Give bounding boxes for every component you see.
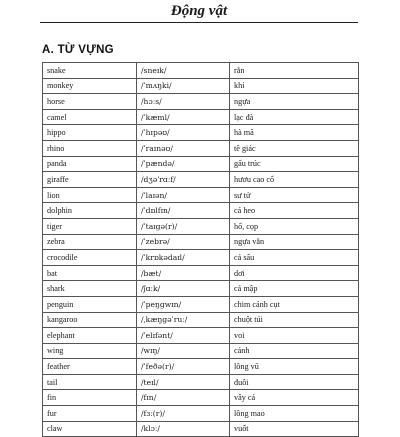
- table-row: [43, 172, 359, 188]
- vocab-meaning: khỉ: [230, 78, 359, 94]
- vocab-word: zebra: [43, 234, 137, 250]
- table-row: [43, 250, 359, 266]
- vocab-pronunciation: /bæt/: [137, 265, 230, 281]
- vocab-word: lion: [43, 187, 137, 203]
- vocab-pronunciation: /dʒəˈrɑːf/: [137, 172, 230, 188]
- vocab-pronunciation: /teɪl/: [137, 374, 230, 390]
- vocabulary-table-body: [43, 63, 359, 437]
- vocab-meaning: gấu trúc: [230, 156, 359, 172]
- table-row: [43, 156, 359, 172]
- vocab-pronunciation: /ˈdɒlfɪn/: [137, 203, 230, 219]
- vocab-meaning: rắn: [230, 63, 359, 79]
- table-row: [43, 421, 359, 437]
- table-row: [43, 218, 359, 234]
- vocab-word: fin: [43, 390, 137, 406]
- vocab-meaning: cá heo: [230, 203, 359, 219]
- vocab-meaning: dơi: [230, 265, 359, 281]
- table-row: [43, 281, 359, 297]
- vocab-word: hippo: [43, 125, 137, 141]
- table-row: [43, 328, 359, 344]
- table-row: [43, 203, 359, 219]
- vocab-pronunciation: /wɪŋ/: [137, 343, 230, 359]
- table-row: [43, 374, 359, 390]
- vocab-pronunciation: /ˈkæml/: [137, 109, 230, 125]
- vocab-word: kangaroo: [43, 312, 137, 328]
- vocab-word: elephant: [43, 328, 137, 344]
- vocab-meaning: sư tử: [230, 187, 359, 203]
- vocab-word: bat: [43, 265, 137, 281]
- page-title: Động vật: [170, 3, 228, 19]
- table-row: [43, 94, 359, 110]
- vocab-pronunciation: /ˈlaɪən/: [137, 187, 230, 203]
- table-row: [43, 63, 359, 79]
- vocab-pronunciation: /ˈpeŋgwɪn/: [137, 296, 230, 312]
- vocab-meaning: hươu cao cổ: [230, 172, 359, 188]
- vocab-meaning: ngựa: [230, 94, 359, 110]
- vocab-pronunciation: /sneɪk/: [137, 63, 230, 79]
- vocab-pronunciation: /hɔːs/: [137, 94, 230, 110]
- vocab-pronunciation: /ˌkæŋgəˈruː/: [137, 312, 230, 328]
- vocab-pronunciation: /fɪn/: [137, 390, 230, 406]
- table-row: [43, 343, 359, 359]
- vocab-pronunciation: /ˈfeðə(r)/: [137, 359, 230, 375]
- vocab-word: claw: [43, 421, 137, 437]
- vocab-meaning: lông mao: [230, 406, 359, 422]
- vocab-word: feather: [43, 359, 137, 375]
- vocab-meaning: vuốt: [230, 421, 359, 437]
- table-row: [43, 265, 359, 281]
- table-row: [43, 78, 359, 94]
- vocab-word: tiger: [43, 218, 137, 234]
- vocab-meaning: chim cánh cụt: [230, 296, 359, 312]
- vocab-pronunciation: /ˈmʌŋki/: [137, 78, 230, 94]
- vocab-word: fur: [43, 406, 137, 422]
- vocabulary-table: [42, 62, 359, 437]
- vocab-pronunciation: /ˈkrɒkədaɪl/: [137, 250, 230, 266]
- vocab-word: horse: [43, 94, 137, 110]
- vocab-word: shark: [43, 281, 137, 297]
- vocab-word: monkey: [43, 78, 137, 94]
- vocab-pronunciation: /ˈtaɪgə(r)/: [137, 218, 230, 234]
- vocab-word: tail: [43, 374, 137, 390]
- vocab-pronunciation: /ˈpændə/: [137, 156, 230, 172]
- vocab-word: penguin: [43, 296, 137, 312]
- vocab-meaning: hổ, cọp: [230, 218, 359, 234]
- vocab-meaning: hà mã: [230, 125, 359, 141]
- table-row: [43, 312, 359, 328]
- vocab-word: giraffe: [43, 172, 137, 188]
- section-title: A. TỪ VỰNG: [42, 44, 114, 56]
- vocab-meaning: lông vũ: [230, 359, 359, 375]
- vocab-word: panda: [43, 156, 137, 172]
- vocab-word: crocodile: [43, 250, 137, 266]
- vocab-meaning: cá sấu: [230, 250, 359, 266]
- table-row: [43, 125, 359, 141]
- table-row: [43, 296, 359, 312]
- vocab-pronunciation: /ʃɑːk/: [137, 281, 230, 297]
- vocab-pronunciation: /fɜː(r)/: [137, 406, 230, 422]
- vocab-meaning: vây cá: [230, 390, 359, 406]
- vocab-meaning: cá mập: [230, 281, 359, 297]
- vocab-word: wing: [43, 343, 137, 359]
- vocab-word: dolphin: [43, 203, 137, 219]
- table-row: [43, 187, 359, 203]
- vocab-word: snake: [43, 63, 137, 79]
- vocab-word: rhino: [43, 140, 137, 156]
- table-row: [43, 406, 359, 422]
- vocab-meaning: cánh: [230, 343, 359, 359]
- table-row: [43, 234, 359, 250]
- vocab-pronunciation: /ˈraɪnəʊ/: [137, 140, 230, 156]
- vocab-meaning: voi: [230, 328, 359, 344]
- table-row: [43, 140, 359, 156]
- vocab-meaning: tê giác: [230, 140, 359, 156]
- table-row: [43, 390, 359, 406]
- vocab-word: camel: [43, 109, 137, 125]
- vocab-pronunciation: /ˈzebrə/: [137, 234, 230, 250]
- vocab-pronunciation: /ˈhɪpəʊ/: [137, 125, 230, 141]
- vocab-meaning: lạc đà: [230, 109, 359, 125]
- vocab-meaning: ngựa vằn: [230, 234, 359, 250]
- table-row: [43, 109, 359, 125]
- vocab-pronunciation: /ˈelɪfənt/: [137, 328, 230, 344]
- vocab-pronunciation: /klɔː/: [137, 421, 230, 437]
- vocab-meaning: đuôi: [230, 374, 359, 390]
- page-header: [40, 0, 358, 23]
- vocab-meaning: chuột túi: [230, 312, 359, 328]
- table-row: [43, 359, 359, 375]
